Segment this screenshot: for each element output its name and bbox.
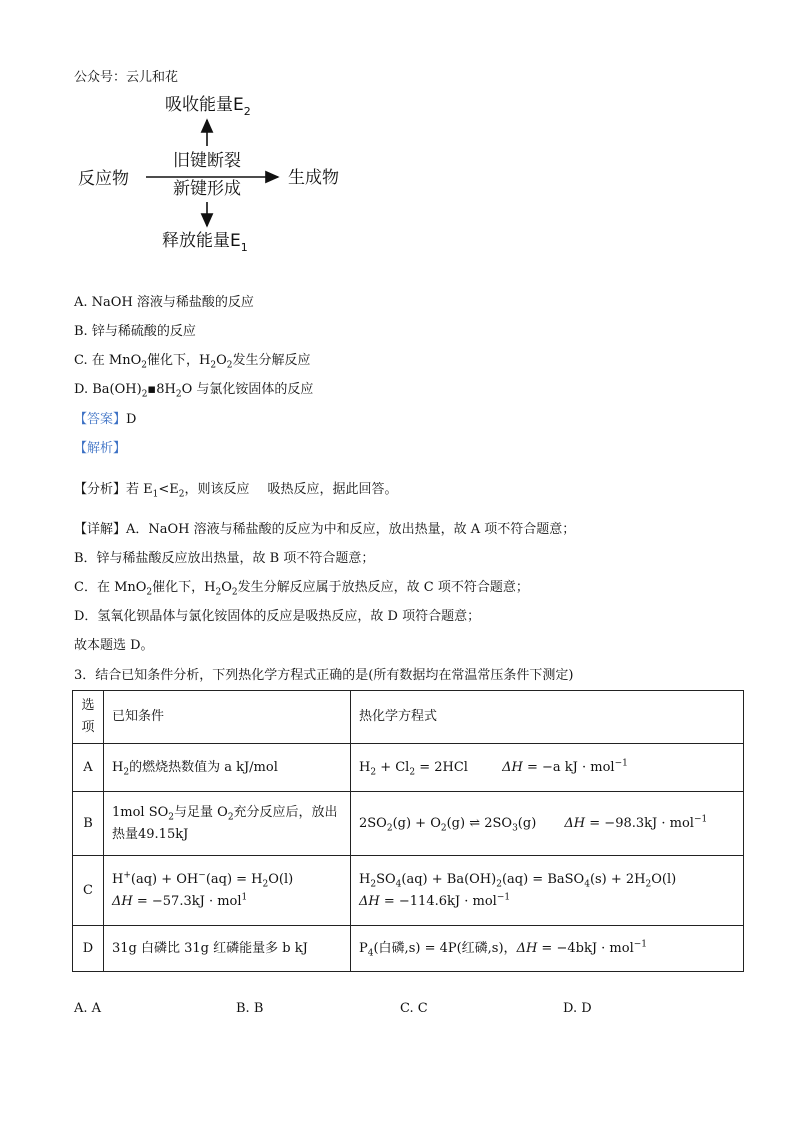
choice-a: A. A (74, 1001, 102, 1016)
fenxi-line: 【分析】若 $E_1<E_2$，则该反应 吸热反应，据此回答。 (74, 482, 398, 500)
answer-value: D (126, 412, 137, 427)
thermo-equation: $H_2SO_4(aq) + Ba(OH)_2(aq)$ = BaSO$_4$(s) + $2H_2O(l)$ ΔH = −114.6kJ · mol$^{-1}$ (351, 856, 744, 926)
known-condition: $H_2$的燃烧热数值为 a kJ/mol (104, 744, 351, 792)
known-condition: 1mol $SO_2$与足量 $O_2$充分反应后，放出热量49.15kJ (104, 792, 351, 856)
detail-line-c: C．在 MnO$_2$催化下，$H_2O_2$发生分解反应属于放热反应，故 C 项不符合题意； (74, 580, 529, 598)
analysis-label: 【解析】 (74, 441, 127, 456)
q3-table (72, 690, 744, 972)
table-row: D 31g 白磷比 31g 红磷能量多 b kJ $P_4$(白磷,s) = 4P(红磷,s)，ΔH = −4bkJ · mol$^{-1}$ (73, 926, 744, 972)
bond-form-label: 新键形成 (173, 179, 241, 199)
reactant-label: 反应物 (78, 169, 129, 189)
table-row: A $H_2$的燃烧热数值为 a kJ/mol $H_2 + Cl_2 = 2HCl$ ΔH = −a kJ · mol$^{-1}$ (73, 744, 744, 792)
product-label: 生成物 (288, 168, 339, 188)
choice-d: D. D (563, 1001, 592, 1016)
conclusion: 故本题选 D。 (74, 638, 154, 653)
answer-line (74, 408, 136, 427)
q3-stem: 3．结合已知条件分析，下列热化学方程式正确的是(所有数据均在常温常压条件下测定) (74, 668, 574, 683)
option-d: D. $Ba(OH)_2▪8H_2O$ 与氯化铵固体的反应 (74, 382, 314, 400)
header-option: 选 项 (73, 691, 104, 744)
table-header-row (73, 691, 744, 744)
bond-energy-diagram (70, 88, 370, 263)
option-b: B. 锌与稀硫酸的反应 (74, 324, 196, 339)
release-energy-label: 释放能量$E_1$ (162, 231, 248, 254)
detail-line-a: 【详解】A．NaOH 溶液与稀盐酸的反应为中和反应，放出热量，故 A 项不符合题意； (74, 522, 576, 537)
absorb-energy-label: 吸收能量$E_2$ (165, 95, 251, 118)
option-a: A. NaOH 溶液与稀盐酸的反应 (74, 295, 254, 310)
option-c: C. 在 MnO$_2$催化下，$H_2O_2$发生分解反应 (74, 353, 311, 371)
bond-break-label: 旧键断裂 (173, 151, 241, 171)
answer-label: 【答案】 (74, 412, 127, 427)
choice-b: B. B (236, 1001, 264, 1016)
header-known: 已知条件 (104, 691, 351, 744)
table-row: C $H^+(aq) + OH^-(aq) = H_2O(l)$ ΔH = −57.3kJ · mol$^1$ $H_2SO_4(aq) + Ba(OH)_2(aq)$ = BaSO$_4$(s) + $2H_2O(l)$ ΔH = −114.6kJ · mol$^{-1}$ (73, 856, 744, 926)
choice-c: C. C (400, 1001, 428, 1016)
known-condition: $H^+(aq) + OH^-(aq) = H_2O(l)$ ΔH = −57.3kJ · mol$^1$ (104, 856, 351, 926)
detail-line-b: B．锌与稀盐酸反应放出热量，故 B 项不符合题意； (74, 551, 375, 566)
thermo-equation: $2SO_2(g) + O_2(g)$ ⇌ $2SO_3(g) \Delta H = -98.3kJ \cdot mol^{-1}$ (351, 792, 744, 856)
known-condition: 31g 白磷比 31g 红磷能量多 b kJ (104, 926, 351, 972)
thermo-equation: $P_4$(白磷,s) = 4P(红磷,s)，ΔH = −4bkJ · mol$^{-1}$ (351, 926, 744, 972)
header-equation: 热化学方程式 (351, 691, 744, 744)
account-header: 公众号：云儿和花 (74, 70, 179, 85)
thermo-equation: $H_2 + Cl_2 = 2HCl$ ΔH = −a kJ · mol$^{-1}$ (351, 744, 744, 792)
detail-line-d: D．氢氧化钡晶体与氯化铵固体的反应是吸热反应，故 D 项符合题意； (74, 609, 481, 624)
table-row: B 1mol $SO_2$与足量 $O_2$充分反应后，放出热量49.15kJ $2SO_2(g) + O_2(g)$ ⇌ $2SO_3(g) \Delta H = -98.3kJ \cdot mol^{-1}$ (73, 792, 744, 856)
